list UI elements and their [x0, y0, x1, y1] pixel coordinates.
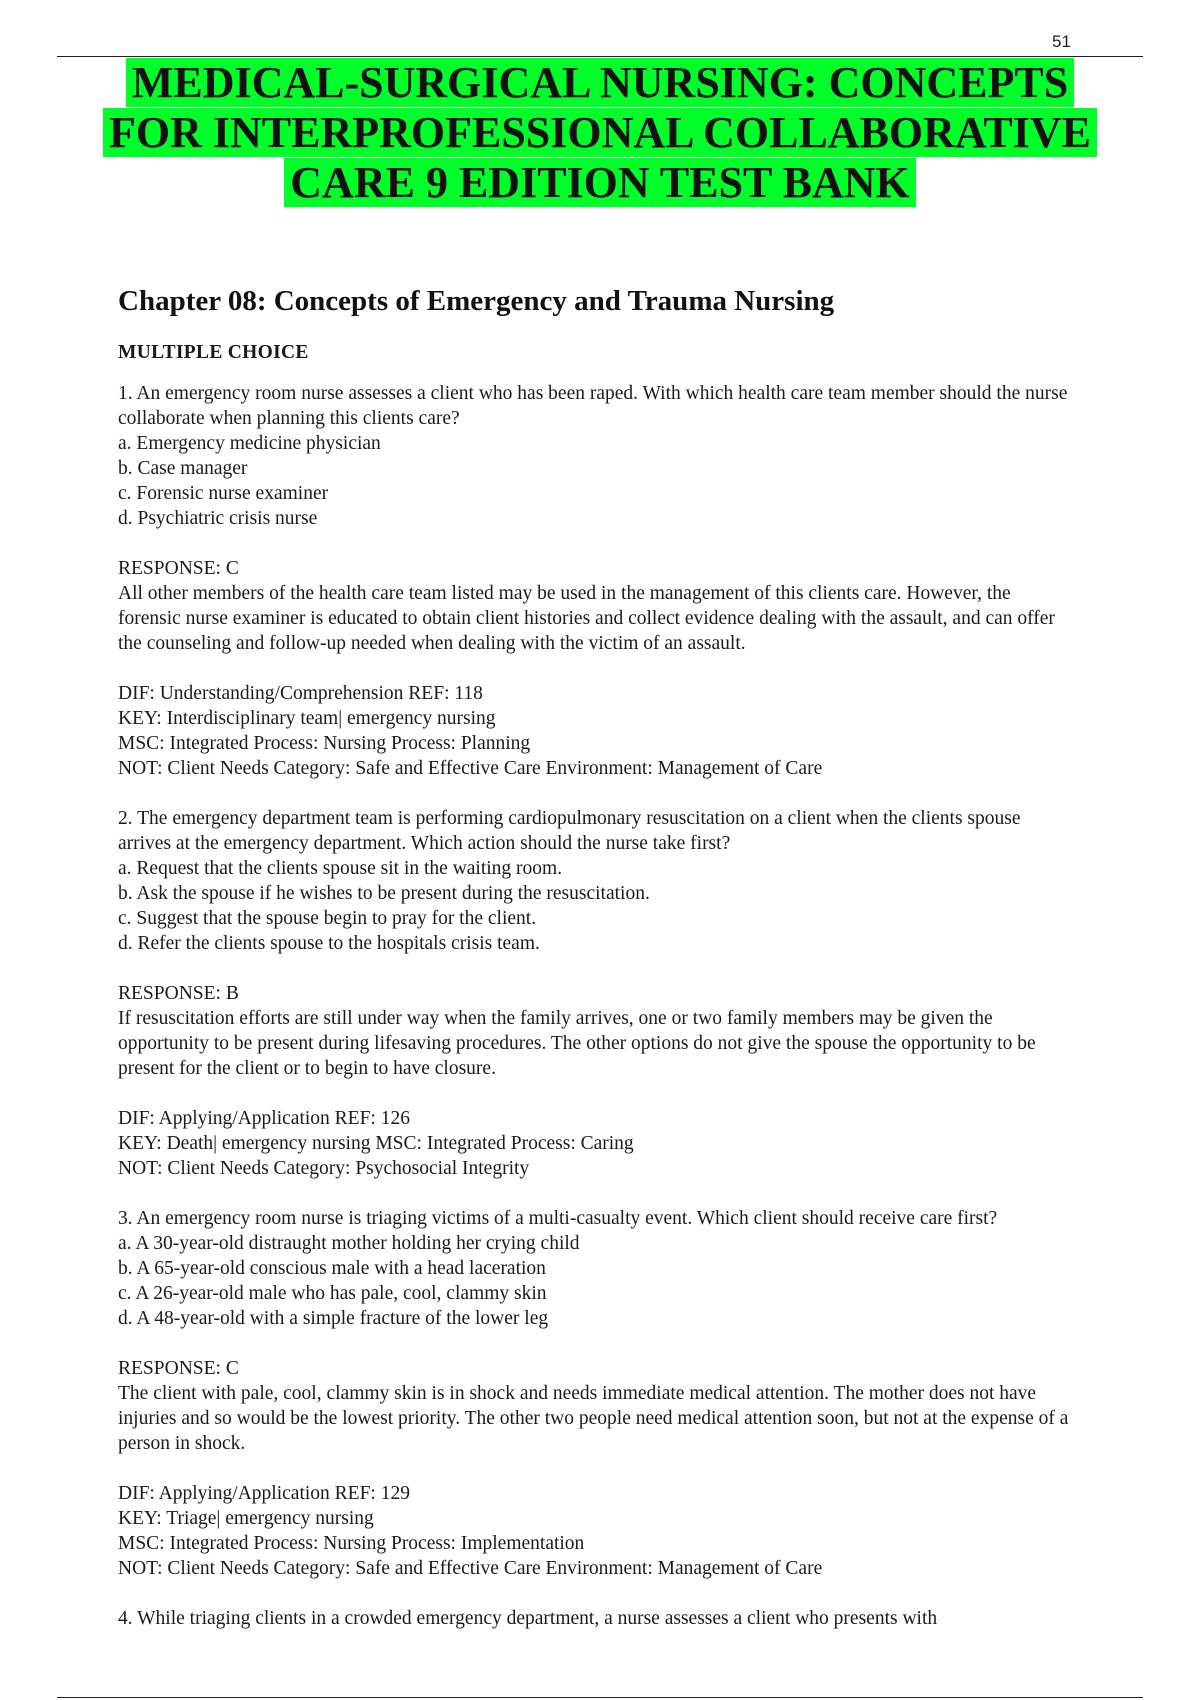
option-c: c. Suggest that the spouse begin to pray for the client.	[118, 908, 537, 929]
response-block	[118, 556, 1078, 656]
meta-not: NOT: Client Needs Category: Safe and Effective Care Environment: Management of Care	[118, 1558, 823, 1579]
response-block	[118, 1356, 1078, 1456]
section-label: MULTIPLE CHOICE	[118, 342, 309, 363]
header-rule	[57, 56, 1143, 57]
option-b: b. Ask the spouse if he wishes to be present during the resuscitation.	[118, 883, 650, 904]
question-stem: 1. An emergency room nurse assesses a client who has been raped. With which health care team member should the nurse collaborate when planning this clients care?	[118, 383, 1068, 429]
question-metadata	[118, 681, 1078, 781]
title-line-2: FOR INTERPROFESSIONAL COLLABORATIVE	[103, 108, 1097, 157]
meta-dif: DIF: Applying/Application REF: 126	[118, 1108, 410, 1129]
question-metadata	[118, 1481, 1078, 1581]
question-metadata	[118, 1106, 1078, 1181]
question-2	[118, 806, 1078, 1181]
meta-key-msc: KEY: Death| emergency nursing MSC: Integrated Process: Caring	[118, 1133, 634, 1154]
footer-rule	[57, 1697, 1143, 1698]
meta-not: NOT: Client Needs Category: Psychosocial Integrity	[118, 1158, 530, 1179]
rationale: If resuscitation efforts are still under way when the family arrives, one or two family members may be given the opportunity to be present during lifesaving procedures. The other options do not give the spouse the opportunity to be present for the client or to begin to have closure.	[118, 1008, 1036, 1079]
answer-options	[118, 856, 1078, 956]
option-b: b. Case manager	[118, 458, 248, 479]
rationale: All other members of the health care team listed may be used in the management of this clients care. However, the forensic nurse examiner is educated to obtain client histories and collect evidence dealing with the assault, and can offer the counseling and follow-up needed when dealing with the victim of an assault.	[118, 583, 1055, 654]
option-a: a. A 30-year-old distraught mother holding her crying child	[118, 1233, 580, 1254]
option-d: d. A 48-year-old with a simple fracture of the lower leg	[118, 1308, 549, 1329]
option-c: c. A 26-year-old male who has pale, cool, clammy skin	[118, 1283, 547, 1304]
chapter-heading: Chapter 08: Concepts of Emergency and Trauma Nursing	[118, 285, 835, 317]
response-block	[118, 981, 1078, 1081]
option-b: b. A 65-year-old conscious male with a head laceration	[118, 1258, 546, 1279]
answer-options	[118, 431, 1078, 531]
response-answer: RESPONSE: B	[118, 983, 239, 1004]
response-answer: RESPONSE: C	[118, 558, 239, 579]
page-number: 51	[1052, 32, 1071, 51]
question-1	[118, 381, 1078, 781]
option-d: d. Refer the clients spouse to the hospitals crisis team.	[118, 933, 540, 954]
document-title	[40, 58, 1160, 208]
option-a: a. Emergency medicine physician	[118, 433, 381, 454]
title-line-1: MEDICAL-SURGICAL NURSING: CONCEPTS	[126, 58, 1074, 107]
document-body	[118, 284, 1078, 1631]
meta-dif: DIF: Applying/Application REF: 129	[118, 1483, 410, 1504]
response-answer: RESPONSE: C	[118, 1358, 239, 1379]
option-c: c. Forensic nurse examiner	[118, 483, 329, 504]
question-stem: 2. The emergency department team is performing cardiopulmonary resuscitation on a client when the clients spouse arrives at the emergency department. Which action should the nurse take first?	[118, 808, 1021, 854]
meta-msc: MSC: Integrated Process: Nursing Process: Implementation	[118, 1533, 585, 1554]
answer-options	[118, 1231, 1078, 1331]
meta-dif: DIF: Understanding/Comprehension REF: 118	[118, 683, 483, 704]
meta-key: KEY: Interdisciplinary team| emergency nursing	[118, 708, 496, 729]
option-d: d. Psychiatric crisis nurse	[118, 508, 318, 529]
question-stem: 4. While triaging clients in a crowded emergency department, a nurse assesses a client who presents with	[118, 1608, 938, 1629]
meta-msc: MSC: Integrated Process: Nursing Process: Planning	[118, 733, 531, 754]
meta-key: KEY: Triage| emergency nursing	[118, 1508, 374, 1529]
question-4	[118, 1606, 1078, 1631]
meta-not: NOT: Client Needs Category: Safe and Effective Care Environment: Management of Care	[118, 758, 823, 779]
option-a: a. Request that the clients spouse sit in the waiting room.	[118, 858, 563, 879]
rationale: The client with pale, cool, clammy skin is in shock and needs immediate medical attention. The mother does not have injuries and so would be the lowest priority. The other two people need medical attention soon, but not at the expense of a person in shock.	[118, 1383, 1069, 1454]
question-stem: 3. An emergency room nurse is triaging victims of a multi-casualty event. Which client should receive care first?	[118, 1208, 998, 1229]
question-3	[118, 1206, 1078, 1581]
title-line-3: CARE 9 EDITION TEST BANK	[284, 158, 915, 207]
